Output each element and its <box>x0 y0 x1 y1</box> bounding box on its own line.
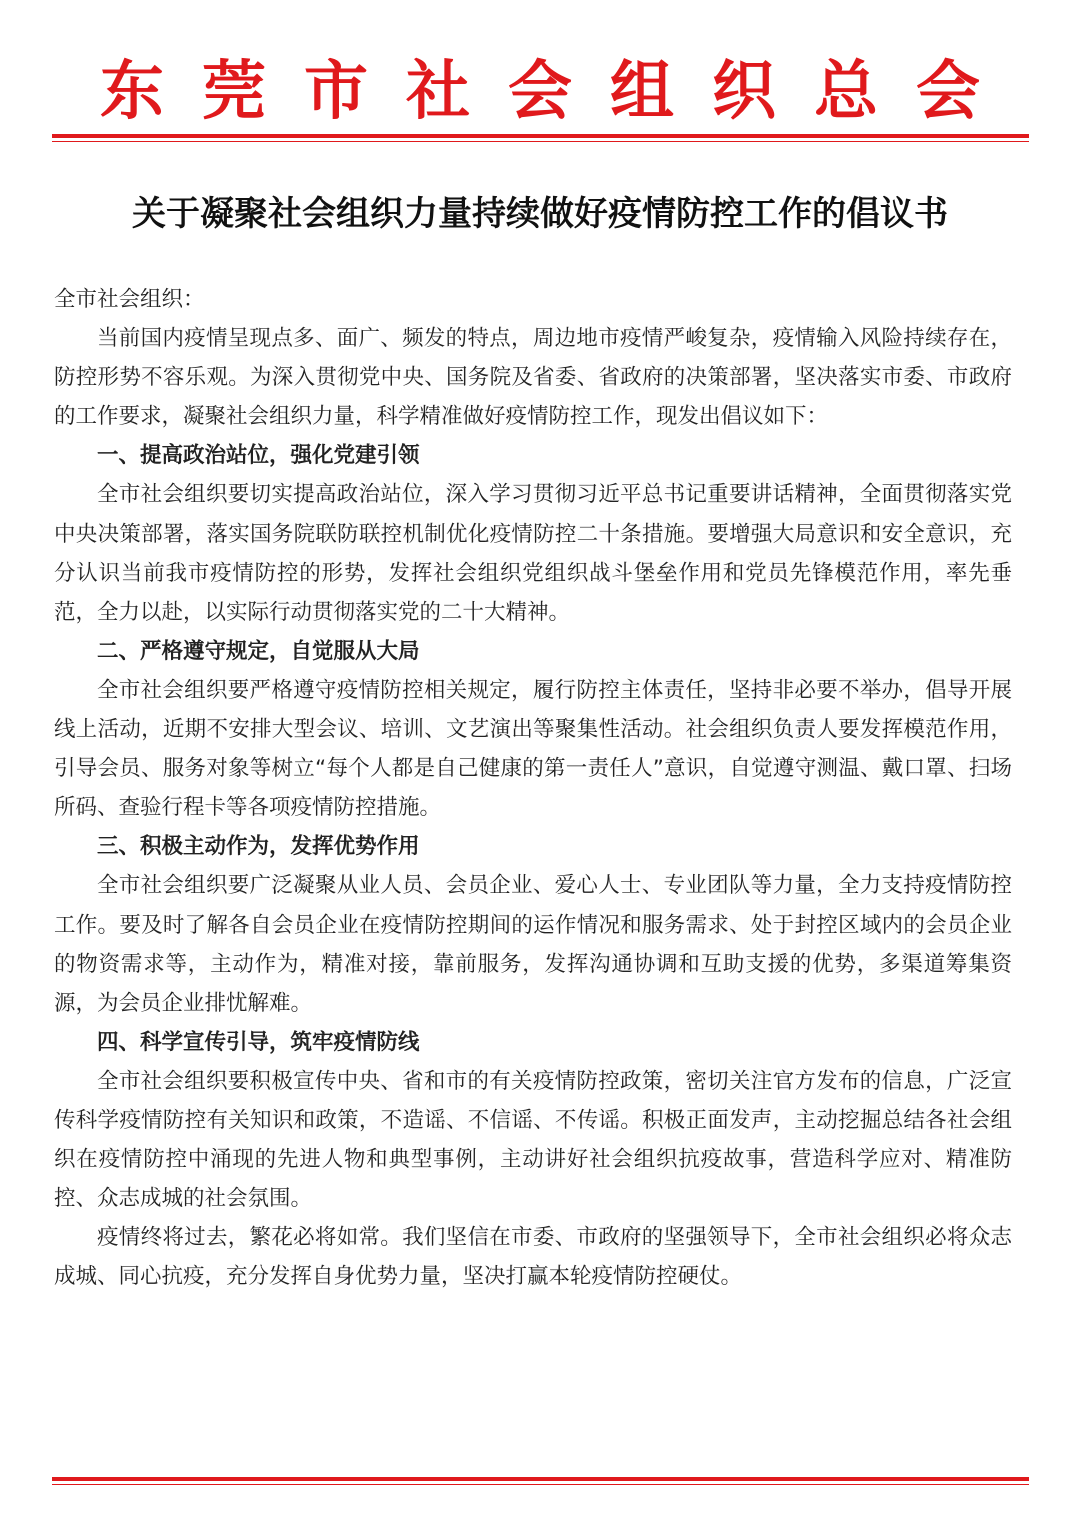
section-body-3: 全市社会组织要广泛凝聚从业人员、会员企业、爱心人士、专业团队等力量，全力支持疫情防控工作。要及时了解各自会员企业在疫情防控期间的运作情况和服务需求、处于封控区域内的会员企业的物资需求等，主动作为，精准对接，靠前服务，发挥沟通协调和互助支援的优势，多渠道筹集资源，为会员企业排忧解难。 <box>54 873 1012 1016</box>
section-heading-1: 一、提高政治站位，强化党建引领 <box>97 443 420 469</box>
closing-paragraph: 疫情终将过去，繁花必将如常。我们坚信在市委、市政府的坚强领导下，全市社会组织必将众志成城、同心抗疫，充分发挥自身优势力量，坚决打赢本轮疫情防控硬仗。 <box>54 1225 1012 1290</box>
document-title: 关于凝聚社会组织力量持续做好疫情防控工作的倡议书 <box>132 194 948 234</box>
section-heading-2: 二、严格遵守规定，自觉服从大局 <box>97 638 420 664</box>
section-heading-3: 三、积极主动作为，发挥优势作用 <box>97 834 420 860</box>
header-divider-thin-line <box>52 141 1029 142</box>
section-body-4: 全市社会组织要积极宣传中央、省和市的有关疫情防控政策，密切关注官方发布的信息，广泛宣传科学疫情防控有关知识和政策，不造谣、不信谣、不传谣。积极正面发声，主动挖掘总结各社会组织在疫情防控中涌现的先进人物和典型事例，主动讲好社会组织抗疫故事，营造科学应对、精准防控、众志成城的社会氛围。 <box>54 1068 1012 1212</box>
footer-divider-thick-line <box>52 1477 1029 1481</box>
section-body-1: 全市社会组织要切实提高政治站位，深入学习贯彻习近平总书记重要讲话精神，全面贯彻落实党中央决策部署，落实国务院联防联控机制优化疫情防控二十条措施。要增强大局意识和安全意识，充分认识当前我市疫情防控的形势，发挥社会组织党组织战斗堡垒作用和党员先锋模范作用，率先垂范，全力以赴，以实际行动贯彻落实党的二十大精神。 <box>54 482 1012 625</box>
section-body-2: 全市社会组织要严格遵守疫情防控相关规定，履行防控主体责任，坚持非必要不举办，倡导开展线上活动，近期不安排大型会议、培训、文艺演出等聚集性活动。社会组织负责人要发挥模范作用，引导会员、服务对象等树立“每个人都是自己健康的第一责任人”意识，自觉遵守测温、戴口罩、扫场所码、查验行程卡等各项疫情防控措施。 <box>54 677 1012 821</box>
header-divider-thick-line <box>52 134 1029 138</box>
footer-divider <box>52 1477 1029 1485</box>
document-body <box>54 280 1012 1296</box>
footer-divider-thin-line <box>52 1484 1029 1485</box>
intro-paragraph: 当前国内疫情呈现点多、面广、频发的特点，周边地市疫情严峻复杂，疫情输入风险持续存在，防控形势不容乐观。为深入贯彻党中央、国务院及省委、省政府的决策部署，坚决落实市委、市政府的工作要求，凝聚社会组织力量，科学精准做好疫情防控工作，现发出倡议如下： <box>54 326 1012 430</box>
header-divider <box>52 134 1029 142</box>
salutation: 全市社会组织： <box>54 287 205 312</box>
section-heading-4: 四、科学宣传引导，筑牢疫情防线 <box>97 1029 420 1055</box>
organization-masthead: 东莞市社会组织总会 <box>100 54 1018 129</box>
